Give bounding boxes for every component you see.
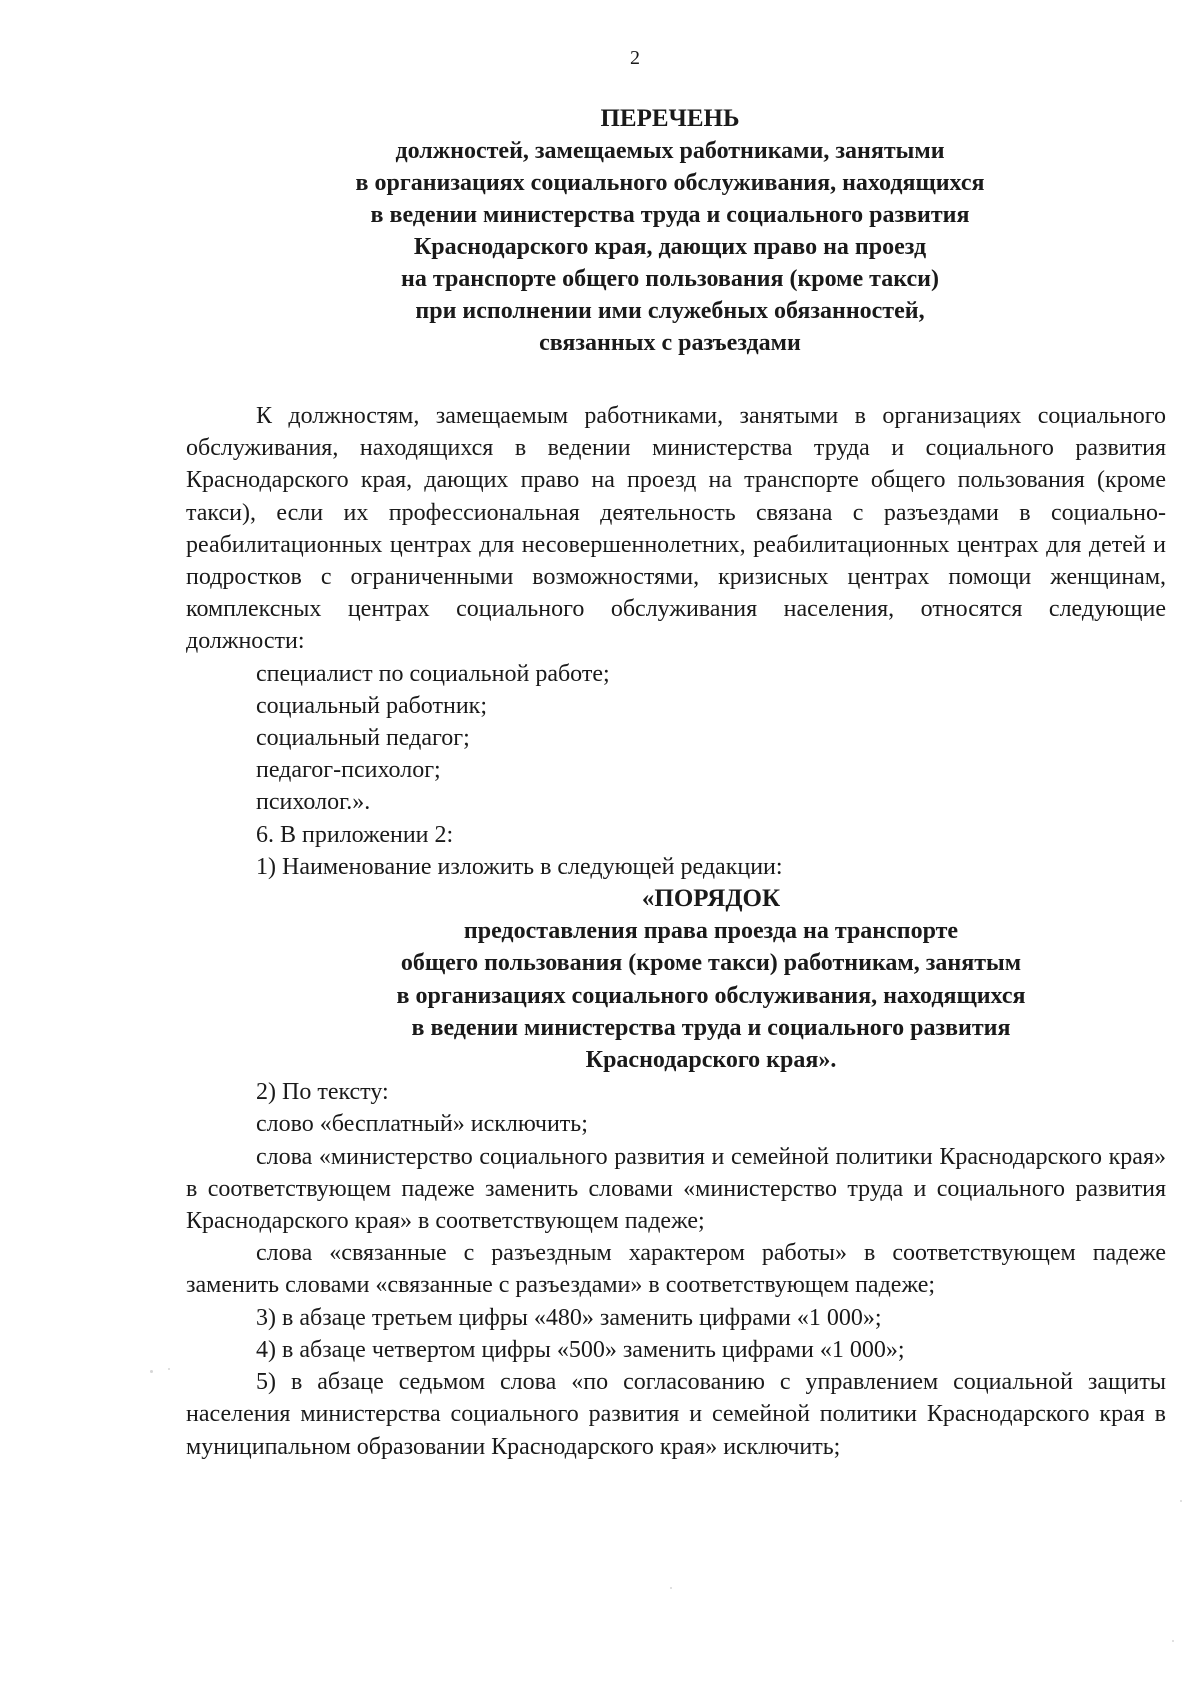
position-item: социальный работник; xyxy=(256,692,487,719)
intro-paragraph: К должностям, замещаемым работниками, занятыми в организациях социального обслуживания, находящихся в ведении министерства труда и социального развития Краснодарского края, дающих право на проезд на транспорте общего пользования (кроме такси), если их профессиональная деятельность связана с разъездами в социально-реабилитационных центрах для несовершеннолетних, реабилитационных центрах для детей и подростков с ограниченными возможностями, кризисных центрах помощи женщинам, комплексных центрах социального обслуживания населения, относятся следующие должности: xyxy=(186,403,1166,655)
procedure-heading-line: общего пользования (кроме такси) работникам, занятым xyxy=(400,950,1022,977)
list-heading-line: при исполнении ими служебных обязанностей, xyxy=(415,298,925,324)
text-change-item: слова «министерство социального развития и семейной политики Краснодарского края» в соответствующем падеже заменить словами «министерство труда и социального развития Краснодарского края» в соответствующем падеже; xyxy=(186,1143,1166,1235)
position-item: педагог-психолог; xyxy=(256,757,441,784)
scan-speck xyxy=(150,1370,153,1373)
scan-speck xyxy=(168,1368,170,1370)
page-number: 2 xyxy=(630,47,640,69)
item-6-4: 4) в абзаце четвертом цифры «500» заменить цифрами «1 000»; xyxy=(256,1336,905,1363)
scan-speck xyxy=(1180,1500,1182,1502)
scan-speck xyxy=(1172,1640,1174,1642)
list-heading-line: связанных с разъездами xyxy=(539,330,801,356)
position-item: специалист по социальной работе; xyxy=(256,660,610,687)
item-6-5: 5) в абзаце седьмом слова «по согласованию с управлением социальной защиты населения министерства социального развития и семейной политики Краснодарского края в муниципальном образовании Краснодарского края» исключить; xyxy=(186,1369,1166,1460)
position-item: психолог.». xyxy=(256,789,371,816)
list-heading xyxy=(235,103,1105,359)
scan-speck xyxy=(670,1587,672,1589)
list-heading-line: в организациях социального обслуживания, находящихся xyxy=(355,170,985,196)
item-6: 6. В приложении 2: xyxy=(256,821,454,848)
procedure-heading-line: в организациях социального обслуживания, находящихся xyxy=(396,982,1026,1009)
procedure-heading-line: Краснодарского края». xyxy=(585,1047,837,1074)
procedure-heading-line: в ведении министерства труда и социального развития xyxy=(411,1014,1011,1041)
document-body xyxy=(186,400,1166,1463)
list-heading-line: в ведении министерства труда и социального развития xyxy=(370,202,970,228)
item-6-1: 1) Наименование изложить в следующей редакции: xyxy=(256,853,783,880)
text-change-item: слово «бесплатный» исключить; xyxy=(256,1111,588,1138)
position-item: социальный педагог; xyxy=(256,725,470,752)
procedure-heading-line: предоставления права проезда на транспорте xyxy=(463,918,959,945)
list-heading-line: на транспорте общего пользования (кроме такси) xyxy=(401,266,939,292)
item-6-3: 3) в абзаце третьем цифры «480» заменить цифрами «1 000»; xyxy=(256,1304,882,1331)
list-heading-line: Краснодарского края, дающих право на проезд xyxy=(413,234,927,260)
list-heading-title: ПЕРЕЧЕНЬ xyxy=(600,105,740,132)
procedure-heading-title: «ПОРЯДОК xyxy=(641,885,781,913)
text-change-item: слова «связанные с разъездным характером работы» в соответствующем падеже заменить словами «связанные с разъездами» в соответствующем падеже; xyxy=(186,1240,1166,1299)
list-heading-line: должностей, замещаемых работниками, занятыми xyxy=(395,138,945,164)
procedure-heading xyxy=(186,883,1166,1076)
item-6-2: 2) По тексту: xyxy=(256,1079,389,1106)
